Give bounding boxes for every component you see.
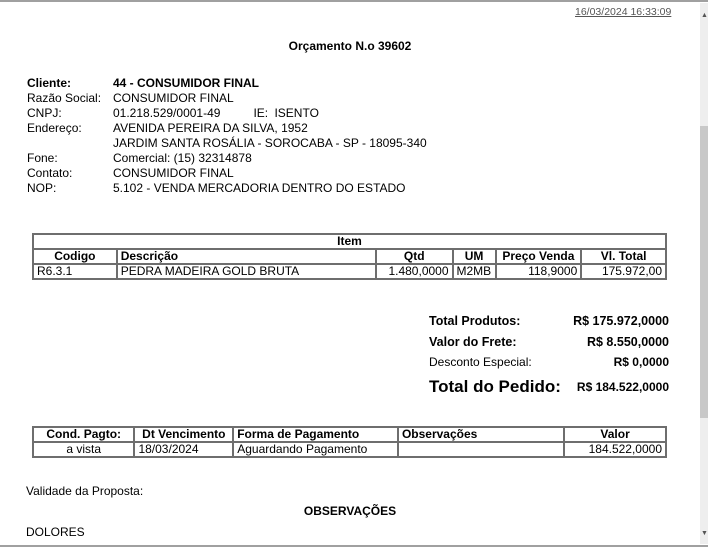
cliente-value: 44 - CONSUMIDOR FINAL <box>113 76 260 90</box>
page-title: Orçamento N.o 39602 <box>288 39 412 53</box>
totals-block <box>429 313 669 399</box>
client-row-cnpj <box>27 106 427 121</box>
col-header-forma-pagamento: Forma de Pagamento <box>233 427 398 442</box>
cliente-label: Cliente: <box>27 76 72 90</box>
items-caption: Item <box>33 234 666 249</box>
col-header-cond-pagto: Cond. Pagto: <box>33 427 134 442</box>
frame-top-border <box>0 0 708 2</box>
col-header-preco: Preço Venda <box>496 249 582 264</box>
razao-label: Razão Social: <box>27 91 102 105</box>
cell-valor: 184.522,0000 <box>564 442 666 457</box>
desconto-row <box>429 354 669 375</box>
desconto-label: Desconto Especial: <box>429 355 532 369</box>
client-row-endereco <box>27 121 427 136</box>
endereco-label: Endereço: <box>27 121 82 135</box>
scroll-up-arrow-icon[interactable]: ▲ <box>701 12 708 19</box>
razao-value: CONSUMIDOR FINAL <box>113 91 234 105</box>
col-header-codigo: Codigo <box>33 249 117 264</box>
total-produtos-row <box>429 313 669 334</box>
client-row-nop <box>27 181 427 196</box>
print-timestamp: 16/03/2024 16:33:09 <box>575 6 672 18</box>
observacoes-text: DOLORES <box>26 525 85 539</box>
cell-forma-pagamento: Aguardando Pagamento <box>233 442 398 457</box>
nop-label: NOP: <box>27 181 57 195</box>
cell-descricao: PEDRA MADEIRA GOLD BRUTA <box>117 264 376 279</box>
ie-value: ISENTO <box>274 106 319 120</box>
col-header-um: UM <box>453 249 496 264</box>
observacoes-title: OBSERVAÇÕES <box>303 504 397 518</box>
endereco-line-2: JARDIM SANTA ROSÁLIA - SOROCABA - SP - 18095-340 <box>113 136 427 150</box>
col-header-descricao: Descrição <box>117 249 376 264</box>
cell-codigo: R6.3.1 <box>33 264 117 279</box>
scroll-down-arrow-icon[interactable]: ▼ <box>701 530 708 537</box>
items-caption-row <box>33 234 666 249</box>
total-produtos-value: R$ 175.972,0000 <box>573 314 669 328</box>
col-header-total: Vl. Total <box>581 249 666 264</box>
col-header-observacoes: Observações <box>398 427 564 442</box>
client-row-endereco-2 <box>27 136 427 151</box>
table-row <box>33 264 666 279</box>
items-table <box>32 233 667 280</box>
contato-label: Contato: <box>27 166 73 180</box>
valor-frete-label: Valor do Frete: <box>429 335 517 349</box>
total-produtos-label: Total Produtos: <box>429 314 521 328</box>
endereco-line-1: AVENIDA PEREIRA DA SILVA, 1952 <box>113 121 308 135</box>
fone-label: Fone: <box>27 151 58 165</box>
client-row-contato <box>27 166 427 181</box>
items-header-row <box>33 249 666 264</box>
cell-observacoes <box>398 442 564 457</box>
valor-frete-value: R$ 8.550,0000 <box>586 335 669 349</box>
scrollbar-thumb[interactable] <box>700 126 708 418</box>
payment-table <box>32 426 667 458</box>
client-row-razao <box>27 91 427 106</box>
table-row <box>33 442 666 457</box>
client-info <box>27 76 427 196</box>
col-header-dt-vencimento: Dt Vencimento <box>134 427 233 442</box>
validade-label: Validade da Proposta: <box>26 484 144 498</box>
cell-dt-vencimento: 18/03/2024 <box>134 442 233 457</box>
contato-value: CONSUMIDOR FINAL <box>113 166 234 180</box>
vertical-scrollbar[interactable] <box>700 3 708 544</box>
client-row-cliente <box>27 76 427 91</box>
col-header-qtd: Qtd <box>376 249 453 264</box>
ie-label: IE: <box>253 106 269 120</box>
total-pedido-label: Total do Pedido: <box>429 377 561 396</box>
cell-preco: 118,9000 <box>496 264 582 279</box>
nop-value: 5.102 - VENDA MERCADORIA DENTRO DO ESTADO <box>113 181 406 195</box>
cnpj-label: CNPJ: <box>27 106 62 120</box>
total-pedido-row <box>429 375 669 399</box>
cell-um: M2MB <box>453 264 496 279</box>
cell-qtd: 1.480,0000 <box>376 264 453 279</box>
valor-frete-row <box>429 334 669 354</box>
desconto-value: R$ 0,0000 <box>613 355 669 369</box>
total-pedido-value: R$ 184.522,0000 <box>576 380 669 394</box>
col-header-valor: Valor <box>564 427 666 442</box>
client-row-fone <box>27 151 427 166</box>
fone-value: Comercial: (15) 32314878 <box>113 151 252 165</box>
cnpj-value: 01.218.529/0001-49 <box>113 106 221 120</box>
payment-header-row <box>33 427 666 442</box>
cell-cond-pagto: a vista <box>33 442 134 457</box>
cell-total: 175.972,00 <box>581 264 666 279</box>
